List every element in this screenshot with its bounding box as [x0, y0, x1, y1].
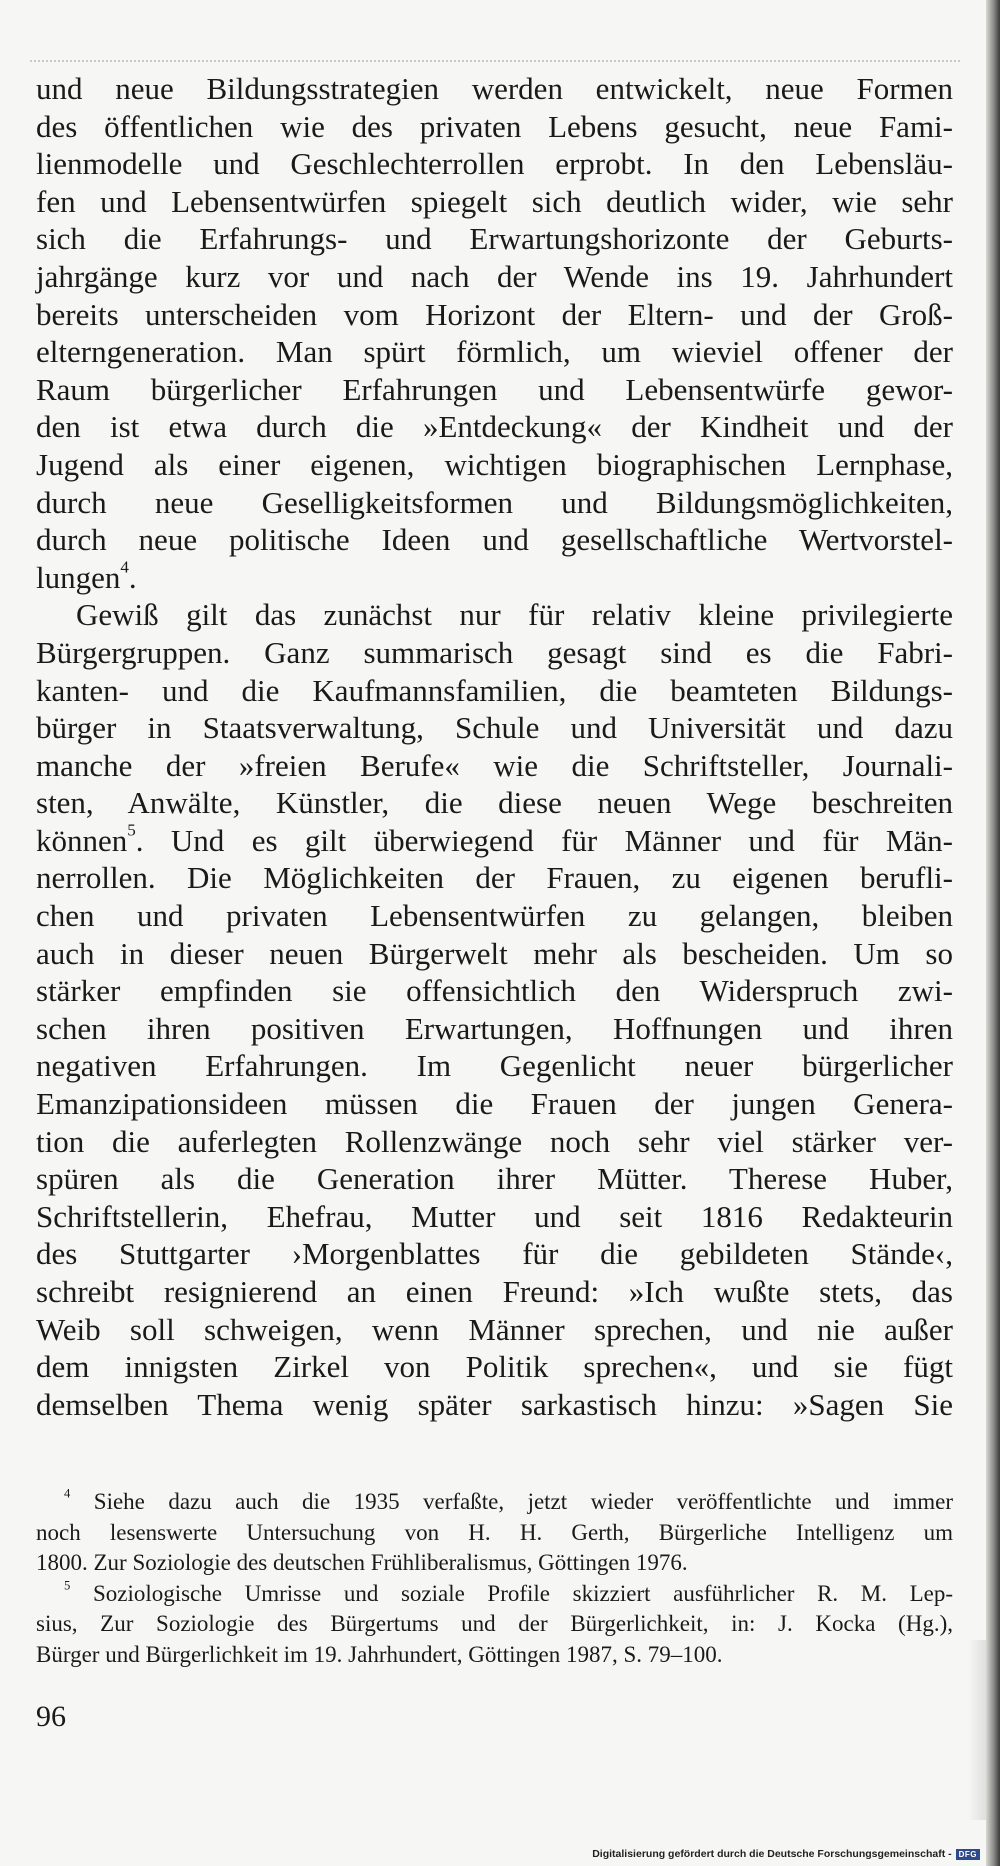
- text-line: Jugend als einer eigenen, wichtigen biographischen Lernphase,: [36, 446, 953, 482]
- footnote-4: [36, 1487, 953, 1518]
- footnotes-block: [36, 1487, 953, 1670]
- footnote-line: 1800. Zur Soziologie des deutschen Frühliberalismus, Göttingen 1976.: [36, 1550, 688, 1575]
- text-line: Bürgergruppen. Ganz summarisch gesagt sind es die Fabri-: [36, 634, 953, 670]
- footnote-text: Siehe dazu auch die 1935 verfaßte, jetzt wieder veröffentlichte und immer: [93, 1489, 954, 1514]
- text-line: manche der »freien Berufe« wie die Schriftsteller, Journali-: [36, 747, 953, 783]
- footnote-marker: 4: [64, 1486, 71, 1501]
- footnote-ref-4[interactable]: 4: [120, 557, 129, 577]
- text-line: Weib soll schweigen, wenn Männer sprechen, und nie außer: [36, 1311, 953, 1347]
- text-line: [36, 822, 953, 860]
- text-line: Raum bürgerlicher Erfahrungen und Lebensentwürfe gewor-: [36, 371, 953, 407]
- text-line: durch neue politische Ideen und gesellschaftliche Wertvorstel-: [36, 522, 953, 558]
- text-line: kanten- und die Kaufmannsfamilien, die beamteten Bildungs-: [36, 672, 953, 708]
- text-line: tion die auferlegten Rollenzwänge noch sehr viel stärker ver-: [36, 1123, 953, 1159]
- text-line: bereits unterscheiden vom Horizont der Eltern- und der Groß-: [36, 296, 953, 332]
- footnote-line: noch lesenswerte Untersuchung von H. H. Gerth, Bürgerliche Intelligenz um: [36, 1519, 953, 1545]
- margin-shadow: [968, 1640, 986, 1820]
- text-line: negativen Erfahrungen. Im Gegenlicht neuer bürgerlicher: [36, 1048, 953, 1084]
- digitization-credit: [592, 1848, 980, 1860]
- text-line: fen und Lebensentwürfen spiegelt sich deutlich wider, wie sehr: [36, 183, 953, 219]
- text-fragment: .: [128, 559, 137, 595]
- text-fragment: . Und es gilt überwiegend für Männer und für Män-: [135, 822, 953, 858]
- main-text-block: [36, 70, 953, 1423]
- text-line: durch neue Geselligkeitsformen und Bildungsmöglichkeiten,: [36, 484, 953, 520]
- credit-text: Digitalisierung gefördert durch die Deutsche Forschungsgemeinschaft -: [592, 1848, 952, 1860]
- text-line: jahrgänge kurz vor und nach der Wende ins 19. Jahrhundert: [36, 258, 953, 294]
- text-line: spüren als die Generation ihrer Mütter. Therese Huber,: [36, 1161, 953, 1197]
- text-line: lienmodelle und Geschlechterrollen erprobt. In den Lebensläu-: [36, 146, 953, 182]
- text-line: dem innigsten Zirkel von Politik sprechen«, und sie fügt: [36, 1349, 953, 1385]
- page-number: 96: [36, 1700, 66, 1733]
- text-line: des öffentlichen wie des privaten Lebens gesucht, neue Fami-: [36, 108, 953, 144]
- text-line: stärker empfinden sie offensichtlich den Widerspruch zwi-: [36, 973, 953, 1009]
- text-line: und neue Bildungsstrategien werden entwickelt, neue Formen: [36, 71, 953, 106]
- text-line: chen und privaten Lebensentwürfen zu gelangen, bleiben: [36, 898, 953, 934]
- text-fragment: können: [36, 822, 128, 858]
- text-line: schen ihren positiven Erwartungen, Hoffnungen und ihren: [36, 1010, 953, 1046]
- footnote-5: [36, 1579, 953, 1610]
- text-line: Emanzipationsideen müssen die Frauen der jungen Genera-: [36, 1086, 953, 1122]
- text-line: sten, Anwälte, Künstler, die diese neuen Wege beschreiten: [36, 785, 953, 821]
- text-line: auch in dieser neuen Bürgerwelt mehr als bescheiden. Um so: [36, 935, 953, 971]
- text-line: elterngeneration. Man spürt förmlich, um wieviel offener der: [36, 334, 953, 370]
- book-gutter-edge: [986, 0, 1000, 1866]
- footnote-line: sius, Zur Soziologie des Bürgertums und der Bürgerlichkeit, in: J. Kocka (Hg.),: [36, 1611, 953, 1636]
- footnote-line: Bürger und Bürgerlichkeit im 19. Jahrhundert, Göttingen 1987, S. 79–100.: [36, 1641, 723, 1667]
- text-line: demselben Thema wenig später sarkastisch hinzu: »Sagen Sie: [36, 1386, 953, 1422]
- text-line: des Stuttgarter ›Morgenblattes für die gebildeten Stände‹,: [36, 1236, 953, 1272]
- text-line: nerrollen. Die Möglichkeiten der Frauen, zu eigenen berufli-: [36, 860, 953, 896]
- text-line: [36, 559, 953, 597]
- paragraph-start-line: Gewiß gilt das zunächst nur für relativ kleine privilegierte: [76, 597, 953, 633]
- footnote-marker: 5: [64, 1578, 71, 1593]
- footnote-ref-5[interactable]: 5: [127, 820, 136, 840]
- text-fragment: lungen: [36, 559, 121, 595]
- top-dotted-rule: [30, 60, 960, 62]
- text-line: den ist etwa durch die »Entdeckung« der Kindheit und der: [36, 409, 953, 445]
- text-line: Schriftstellerin, Ehefrau, Mutter und seit 1816 Redakteurin: [36, 1198, 953, 1234]
- dfg-logo[interactable]: DFG: [956, 1849, 980, 1860]
- text-line: schreibt resignierend an einen Freund: »Ich wußte stets, das: [36, 1274, 953, 1309]
- footnote-text: Soziologische Umrisse und soziale Profile skizziert ausführlicher R. M. Lep-: [92, 1580, 953, 1606]
- text-line: bürger in Staatsverwaltung, Schule und Universität und dazu: [36, 710, 953, 746]
- text-line: sich die Erfahrungs- und Erwartungshorizonte der Geburts-: [36, 221, 953, 257]
